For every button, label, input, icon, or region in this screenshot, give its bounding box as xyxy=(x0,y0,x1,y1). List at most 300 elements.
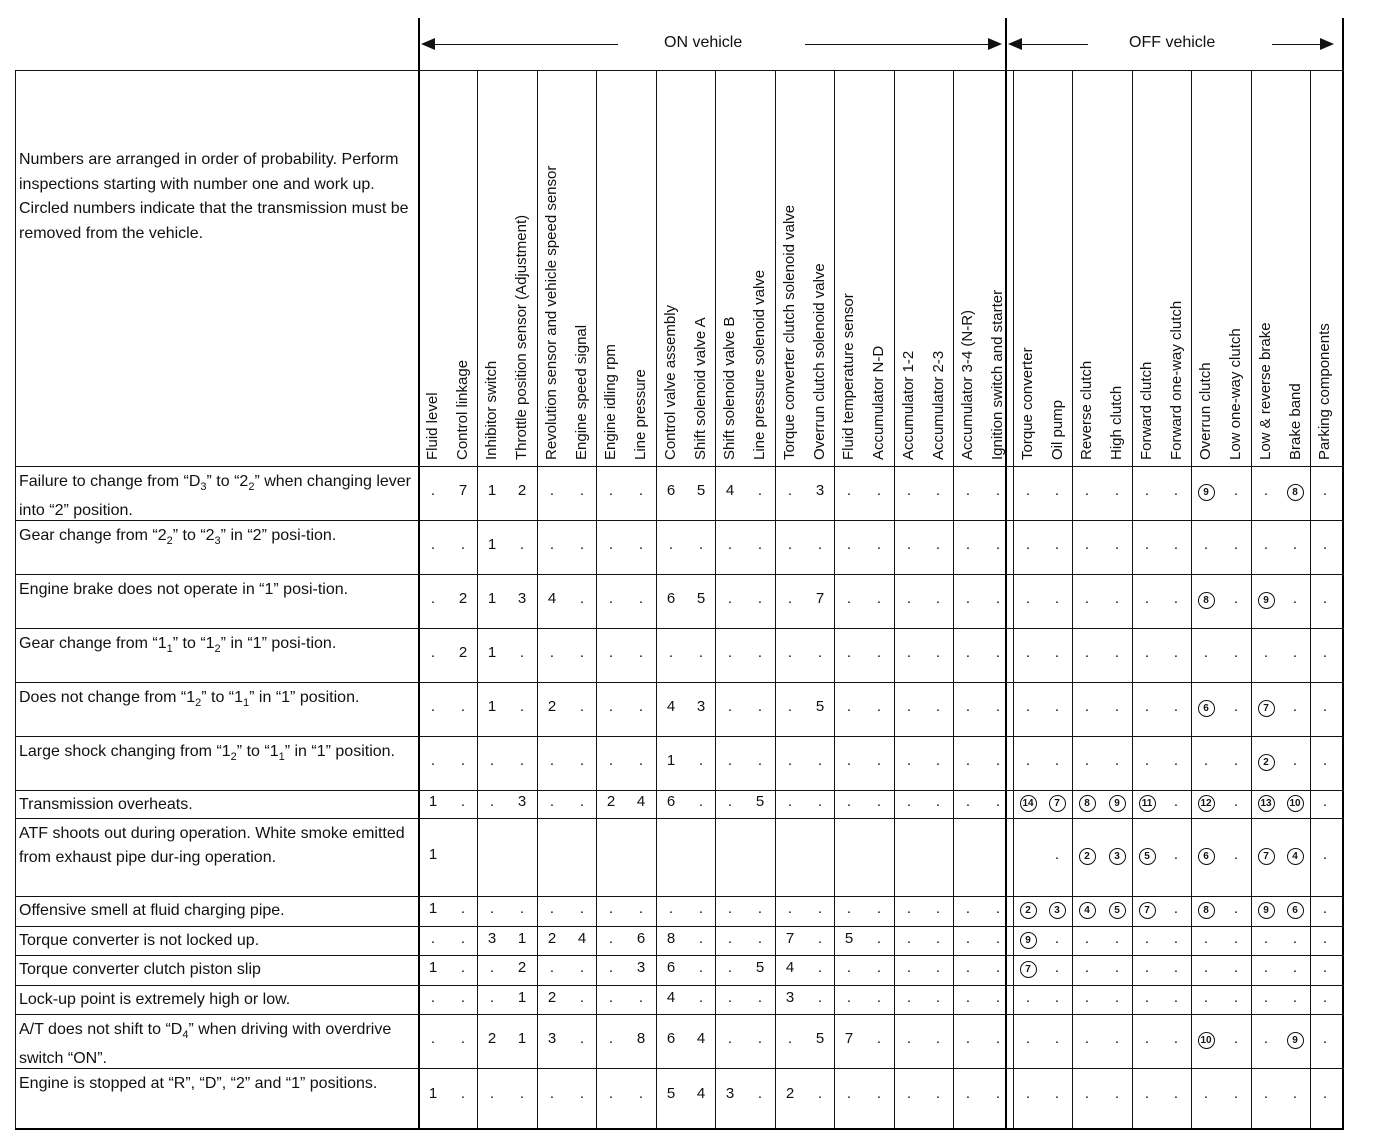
table-cell: . xyxy=(995,900,1001,917)
table-cell: 4 xyxy=(696,1085,706,1102)
table-cell: 6 xyxy=(666,793,676,810)
table-cell: . xyxy=(489,959,495,976)
table-cell: . xyxy=(965,536,971,553)
table-cell: . xyxy=(935,1030,941,1047)
table-cell: . xyxy=(1322,989,1328,1006)
table-cell: . xyxy=(608,536,614,553)
table-cell: . xyxy=(1322,536,1328,553)
table-cell: . xyxy=(757,536,763,553)
table-cell: . xyxy=(1292,1085,1298,1102)
table-cell: . xyxy=(489,793,495,810)
table-cell: . xyxy=(1203,930,1209,947)
table-cell: . xyxy=(1292,536,1298,553)
table-cell: 6 xyxy=(666,482,676,499)
table-cell: . xyxy=(1114,959,1120,976)
table-cell: 6 xyxy=(666,1030,676,1047)
grid-line xyxy=(418,18,420,1128)
table-cell xyxy=(1106,793,1128,812)
table-cell: . xyxy=(817,1085,823,1102)
column-header: Low & reverse brake xyxy=(1257,322,1274,460)
table-cell xyxy=(1017,900,1039,919)
off-left-arrow-line xyxy=(1020,44,1088,45)
row-symptom-label: Engine brake does not operate in “1” posi-tion. xyxy=(19,581,349,598)
table-cell: . xyxy=(1233,846,1239,863)
table-cell: . xyxy=(995,930,1001,947)
column-header: Oil pump xyxy=(1049,399,1066,460)
row-symptom-label: A/T does not shift to “$D_4$” when driving with overdrive switch “ON”. xyxy=(19,1021,392,1068)
table-cell: . xyxy=(876,1030,882,1047)
table-cell: 4 xyxy=(666,698,676,715)
table-cell: . xyxy=(787,900,793,917)
table-cell: . xyxy=(727,959,733,976)
table-cell: 4 xyxy=(666,989,676,1006)
grid-line xyxy=(15,955,1344,956)
table-cell xyxy=(1106,900,1128,919)
table-cell: 2 xyxy=(517,482,527,499)
column-header: Low one-way clutch xyxy=(1227,328,1244,460)
table-cell: . xyxy=(608,590,614,607)
circled-number: 7 xyxy=(1139,902,1156,919)
table-cell: . xyxy=(935,536,941,553)
grid-line xyxy=(15,574,1344,575)
table-cell: . xyxy=(757,644,763,661)
table-cell: . xyxy=(787,482,793,499)
table-cell: . xyxy=(1203,989,1209,1006)
table-cell: 1 xyxy=(428,1085,438,1102)
table-cell: . xyxy=(787,793,793,810)
circled-number: 9 xyxy=(1198,484,1215,501)
table-cell: . xyxy=(460,536,466,553)
circled-number: 2 xyxy=(1079,848,1096,865)
circled-number: 10 xyxy=(1287,795,1304,812)
table-cell: . xyxy=(906,1085,912,1102)
table-cell xyxy=(1255,846,1277,865)
table-cell: . xyxy=(1054,698,1060,715)
table-cell: . xyxy=(995,1085,1001,1102)
table-cell: . xyxy=(1322,1030,1328,1047)
table-cell: 5 xyxy=(696,590,706,607)
table-cell: . xyxy=(1025,536,1031,553)
column-header: Reverse clutch xyxy=(1078,360,1095,460)
column-header: Inhibitor switch xyxy=(483,360,500,460)
table-cell: . xyxy=(935,900,941,917)
table-cell: . xyxy=(549,900,555,917)
table-cell xyxy=(1195,793,1217,812)
table-cell: . xyxy=(876,989,882,1006)
table-cell: . xyxy=(668,536,674,553)
table-cell: . xyxy=(906,930,912,947)
table-cell: . xyxy=(846,1085,852,1102)
column-header: Torque converter xyxy=(1019,347,1036,460)
table-cell: . xyxy=(1263,482,1269,499)
grid-line xyxy=(1251,70,1252,1128)
table-cell: . xyxy=(1292,644,1298,661)
arrow-left-icon xyxy=(421,38,435,50)
column-header: Accumulator 1-2 xyxy=(900,350,917,460)
table-cell: 6 xyxy=(666,959,676,976)
table-cell: . xyxy=(519,644,525,661)
table-cell: . xyxy=(1084,1030,1090,1047)
table-cell xyxy=(1195,590,1217,609)
table-cell: . xyxy=(757,698,763,715)
table-cell: . xyxy=(549,752,555,769)
table-cell: . xyxy=(579,1030,585,1047)
table-cell: 2 xyxy=(547,989,557,1006)
table-cell: . xyxy=(1144,590,1150,607)
table-cell xyxy=(1284,846,1306,865)
table-cell: . xyxy=(876,900,882,917)
table-cell: . xyxy=(1144,536,1150,553)
table-cell: . xyxy=(519,698,525,715)
table-cell: . xyxy=(906,536,912,553)
table-cell: . xyxy=(1054,959,1060,976)
table-cell: . xyxy=(1144,752,1150,769)
table-cell: . xyxy=(995,752,1001,769)
table-cell: . xyxy=(1114,590,1120,607)
table-cell: . xyxy=(1173,793,1179,810)
circled-number: 9 xyxy=(1258,592,1275,609)
table-cell: . xyxy=(549,644,555,661)
table-cell: . xyxy=(1292,698,1298,715)
table-cell: . xyxy=(1233,959,1239,976)
table-cell: . xyxy=(638,1085,644,1102)
table-cell xyxy=(1284,1030,1306,1049)
table-cell: . xyxy=(608,989,614,1006)
table-cell: . xyxy=(430,644,436,661)
table-cell: . xyxy=(1292,930,1298,947)
table-cell: . xyxy=(579,989,585,1006)
grid-line xyxy=(1013,70,1014,1128)
table-cell: . xyxy=(519,1085,525,1102)
table-cell: . xyxy=(995,536,1001,553)
table-cell: . xyxy=(1144,989,1150,1006)
table-cell xyxy=(1255,752,1277,771)
table-cell: . xyxy=(1084,752,1090,769)
table-cell: . xyxy=(489,900,495,917)
table-cell: 1 xyxy=(487,590,497,607)
table-cell: . xyxy=(579,752,585,769)
grid-line xyxy=(1310,70,1311,1128)
table-cell: . xyxy=(1292,959,1298,976)
table-cell: . xyxy=(965,959,971,976)
grid-line xyxy=(15,520,1344,521)
table-cell: . xyxy=(757,752,763,769)
table-cell: . xyxy=(876,930,882,947)
table-cell: . xyxy=(787,644,793,661)
table-cell: . xyxy=(1233,482,1239,499)
table-cell: 7 xyxy=(785,930,795,947)
table-cell: . xyxy=(668,644,674,661)
column-header: Parking components xyxy=(1316,323,1333,460)
table-cell: 5 xyxy=(815,698,825,715)
table-cell: 1 xyxy=(428,959,438,976)
table-cell xyxy=(1106,846,1128,865)
table-cell: . xyxy=(430,698,436,715)
table-cell: . xyxy=(1114,989,1120,1006)
table-cell: . xyxy=(817,900,823,917)
table-cell: . xyxy=(817,536,823,553)
table-cell xyxy=(1017,959,1039,978)
table-cell: 1 xyxy=(666,752,676,769)
table-cell: . xyxy=(1084,590,1090,607)
on-left-arrow-line xyxy=(432,44,618,45)
table-cell: . xyxy=(1144,644,1150,661)
grid-line xyxy=(1191,70,1192,1128)
circled-number: 2 xyxy=(1020,902,1037,919)
row-symptom-label: Torque converter clutch piston slip xyxy=(19,961,261,978)
table-cell: . xyxy=(935,482,941,499)
table-cell: . xyxy=(460,930,466,947)
table-cell: . xyxy=(1233,989,1239,1006)
table-cell: . xyxy=(965,590,971,607)
table-cell: 1 xyxy=(428,793,438,810)
table-cell: . xyxy=(995,482,1001,499)
grid-line xyxy=(596,70,597,1128)
table-cell: . xyxy=(430,590,436,607)
circled-number: 7 xyxy=(1258,848,1275,865)
table-cell: . xyxy=(995,959,1001,976)
table-cell: . xyxy=(460,1085,466,1102)
table-cell: . xyxy=(817,644,823,661)
table-cell: . xyxy=(935,698,941,715)
table-cell xyxy=(1195,900,1217,919)
table-cell: . xyxy=(1025,698,1031,715)
table-cell: . xyxy=(1054,590,1060,607)
table-cell: . xyxy=(608,1085,614,1102)
table-cell: . xyxy=(935,930,941,947)
table-cell: . xyxy=(965,900,971,917)
table-cell: . xyxy=(489,989,495,1006)
table-cell: . xyxy=(727,590,733,607)
table-cell: 1 xyxy=(487,536,497,553)
table-cell: 1 xyxy=(517,1030,527,1047)
column-header: Ignition switch and starter xyxy=(989,289,1006,460)
grid-line xyxy=(15,628,1344,629)
table-cell: 3 xyxy=(547,1030,557,1047)
table-cell: . xyxy=(638,536,644,553)
grid-line xyxy=(15,70,16,1128)
row-symptom-label: Failure to change from “$D_3$” to “$2_2$” when changing lever into “2” position. xyxy=(19,473,411,520)
row-symptom-label: Offensive smell at fluid charging pipe. xyxy=(19,902,285,919)
column-header: Overrun clutch solenoid valve xyxy=(811,263,828,460)
row-symptom-label: ATF shoots out during operation. White smoke emitted from exhaust pipe dur-ing operation. xyxy=(19,825,405,866)
table-cell: 6 xyxy=(666,590,676,607)
table-cell: 2 xyxy=(458,590,468,607)
circled-number: 8 xyxy=(1287,484,1304,501)
circled-number: 6 xyxy=(1198,848,1215,865)
grid-line xyxy=(15,736,1344,737)
table-cell: . xyxy=(430,930,436,947)
table-cell: . xyxy=(1025,1030,1031,1047)
circled-number: 6 xyxy=(1198,700,1215,717)
table-cell: . xyxy=(757,590,763,607)
column-header: High clutch xyxy=(1108,385,1125,460)
table-cell: . xyxy=(727,698,733,715)
table-cell: . xyxy=(430,989,436,1006)
grid-line xyxy=(537,70,538,1128)
table-cell: . xyxy=(1025,482,1031,499)
table-cell: 8 xyxy=(666,930,676,947)
table-cell: . xyxy=(995,698,1001,715)
table-cell: . xyxy=(1292,752,1298,769)
table-cell: 3 xyxy=(487,930,497,947)
table-cell: . xyxy=(817,989,823,1006)
table-cell xyxy=(1017,930,1039,949)
table-cell: . xyxy=(727,930,733,947)
table-cell: . xyxy=(430,752,436,769)
circled-number: 8 xyxy=(1198,592,1215,609)
table-cell: . xyxy=(608,752,614,769)
table-cell: 3 xyxy=(785,989,795,1006)
table-cell: . xyxy=(1203,536,1209,553)
table-cell: . xyxy=(1054,644,1060,661)
table-cell: . xyxy=(549,482,555,499)
table-cell xyxy=(1255,698,1277,717)
table-cell: . xyxy=(1322,590,1328,607)
table-cell: . xyxy=(787,698,793,715)
table-cell: . xyxy=(1322,793,1328,810)
table-cell: . xyxy=(846,590,852,607)
table-cell: . xyxy=(608,698,614,715)
table-cell: . xyxy=(1263,1085,1269,1102)
table-cell: . xyxy=(965,989,971,1006)
column-header: Forward clutch xyxy=(1138,361,1155,460)
table-cell: . xyxy=(846,793,852,810)
table-cell: . xyxy=(1084,989,1090,1006)
table-cell: . xyxy=(1173,752,1179,769)
table-cell: . xyxy=(1203,752,1209,769)
table-cell: . xyxy=(579,644,585,661)
table-cell: 1 xyxy=(517,989,527,1006)
column-header: Accumulator 2-3 xyxy=(930,350,947,460)
grid-line xyxy=(953,70,954,1128)
table-cell: . xyxy=(1233,930,1239,947)
circled-number: 2 xyxy=(1258,754,1275,771)
table-cell: 7 xyxy=(458,482,468,499)
table-cell: . xyxy=(906,590,912,607)
circled-number: 7 xyxy=(1020,961,1037,978)
table-cell: 2 xyxy=(785,1085,795,1102)
table-cell: 4 xyxy=(696,1030,706,1047)
table-cell: . xyxy=(579,536,585,553)
column-header: Engine speed signal xyxy=(573,324,590,460)
column-header: Throttle position sensor (Adjustment) xyxy=(513,214,530,460)
table-cell: . xyxy=(638,644,644,661)
table-cell: 3 xyxy=(725,1085,735,1102)
table-cell: . xyxy=(876,698,882,715)
table-cell: . xyxy=(727,1030,733,1047)
table-cell: . xyxy=(1054,482,1060,499)
table-cell: . xyxy=(846,644,852,661)
table-cell: . xyxy=(1084,644,1090,661)
table-cell: . xyxy=(876,793,882,810)
table-cell: . xyxy=(1114,752,1120,769)
table-cell: . xyxy=(579,959,585,976)
grid-line xyxy=(775,70,776,1128)
table-cell: . xyxy=(1114,644,1120,661)
row-symptom-label: Gear change from “$1_1$” to “$1_2$” in “1” posi-tion. xyxy=(19,635,337,656)
table-cell: . xyxy=(727,989,733,1006)
table-cell: . xyxy=(1025,590,1031,607)
grid-line xyxy=(15,896,1344,897)
table-cell: 2 xyxy=(517,959,527,976)
table-cell xyxy=(1195,698,1217,717)
grid-line xyxy=(15,1014,1344,1015)
table-cell: . xyxy=(876,482,882,499)
table-cell: . xyxy=(995,644,1001,661)
on-vehicle-group-label: ON vehicle xyxy=(664,34,743,51)
table-cell: . xyxy=(876,1085,882,1102)
table-cell: . xyxy=(817,959,823,976)
table-cell xyxy=(1136,846,1158,865)
table-cell: . xyxy=(1054,1030,1060,1047)
circled-number: 6 xyxy=(1287,902,1304,919)
table-cell: . xyxy=(1025,644,1031,661)
table-cell: 4 xyxy=(636,793,646,810)
table-cell xyxy=(1017,793,1039,812)
table-cell: . xyxy=(906,989,912,1006)
table-cell: . xyxy=(638,989,644,1006)
table-cell: 2 xyxy=(458,644,468,661)
table-cell: 4 xyxy=(785,959,795,976)
table-cell: . xyxy=(549,536,555,553)
table-cell: . xyxy=(1322,1085,1328,1102)
table-cell: 5 xyxy=(815,1030,825,1047)
table-cell: . xyxy=(698,752,704,769)
table-cell: . xyxy=(1233,900,1239,917)
table-cell: . xyxy=(995,989,1001,1006)
table-cell: . xyxy=(1025,1085,1031,1102)
table-cell: . xyxy=(698,536,704,553)
table-cell: . xyxy=(698,900,704,917)
table-cell: . xyxy=(1263,644,1269,661)
table-cell: . xyxy=(727,793,733,810)
table-cell: . xyxy=(1025,752,1031,769)
table-cell: . xyxy=(935,989,941,1006)
table-cell: . xyxy=(846,698,852,715)
circled-number: 7 xyxy=(1049,795,1066,812)
table-cell: . xyxy=(787,536,793,553)
table-cell: 4 xyxy=(547,590,557,607)
table-cell: . xyxy=(1084,959,1090,976)
table-cell xyxy=(1255,900,1277,919)
circled-number: 13 xyxy=(1258,795,1275,812)
grid-line xyxy=(1072,70,1073,1128)
table-cell: . xyxy=(1054,752,1060,769)
table-cell: 3 xyxy=(517,793,527,810)
grid-line xyxy=(834,70,835,1128)
table-cell: . xyxy=(698,959,704,976)
table-cell: . xyxy=(965,930,971,947)
table-cell: . xyxy=(579,698,585,715)
circled-number: 9 xyxy=(1109,795,1126,812)
table-cell: . xyxy=(1263,930,1269,947)
table-cell: 2 xyxy=(606,793,616,810)
table-cell: . xyxy=(579,900,585,917)
table-cell: . xyxy=(579,793,585,810)
table-cell: . xyxy=(935,793,941,810)
table-cell: . xyxy=(727,900,733,917)
arrow-left-icon xyxy=(1008,38,1022,50)
circled-number: 9 xyxy=(1258,902,1275,919)
grid-line xyxy=(894,70,895,1128)
table-cell: . xyxy=(817,930,823,947)
table-cell: . xyxy=(876,959,882,976)
table-cell: . xyxy=(995,793,1001,810)
table-cell: . xyxy=(1114,482,1120,499)
table-cell: . xyxy=(1144,959,1150,976)
table-cell: . xyxy=(608,959,614,976)
